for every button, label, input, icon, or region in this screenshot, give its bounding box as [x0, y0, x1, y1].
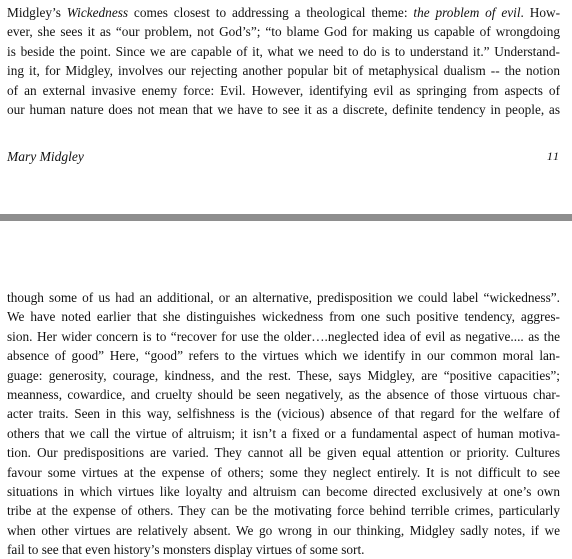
body-line: fail to see that even history’s monsters display virtues of some sort. [7, 542, 365, 558]
body-line: tribe at the expense of others. They can be the motivating force behind terrible crimes, particularly [7, 503, 560, 519]
body-line: others that we call the virtue of altruism; it isn’t a fixed or a fundamental aspect of human motiva- [7, 425, 560, 441]
body-line: of an external invasive enemy force: Evil. However, identifying evil as springing from aspects of [7, 82, 560, 98]
body-line: when other virtues are relatively absent. We go wrong in our thinking, Midgley sadly notes, if we [7, 522, 560, 538]
body-line: situations in which virtues like loyalty and altruism can become directed exclusively at one’s own [7, 483, 560, 499]
body-line: sion. Her wider concern is to “recover for use the older….neglected idea of evil as negative.... as the [7, 328, 560, 344]
body-line: meanness, cowardice, and cruelty should be seen negatively, as the absence of those virtuous char- [7, 386, 560, 402]
lower-page-body [7, 288, 560, 559]
page-footer [7, 149, 560, 169]
upper-page [0, 0, 572, 214]
body-line: favour some virtues at the expense of others; some they neglect entirely. It is not difficult to see [7, 464, 560, 480]
body-line: though some of us had an additional, or an alternative, predisposition we could label “wickedness”. [7, 290, 560, 305]
page-number: 11 [546, 149, 560, 163]
page-divider [0, 214, 572, 221]
body-line: We have noted earlier that she distinguishes wickedness from one such positive tendency, aggres- [7, 309, 560, 325]
body-line: guage: generosity, courage, kindness, and the rest. These, says Midgley, are “positive capacities”; [7, 367, 560, 383]
upper-page-body [7, 3, 560, 119]
body-line: absence of good” Here, “good” refers to the virtues which we identify in our common moral lan- [7, 348, 560, 364]
body-line: is beside the point. Since we are capable of it, what we need to do is to understand it.” Understand- [7, 43, 560, 59]
book-title: Wickedness [66, 5, 129, 20]
body-line: tion. Our predispositions are varied. They cannot all be given equal attention or priority. Cultures [7, 445, 560, 461]
body-line: Midgley’s Wickedness comes closest to addressing a theological theme: the problem of evil. How- [7, 5, 560, 20]
body-line: ever, she sees it as “our problem, not God’s”; “to blame God for making us capable of wrongdoing [7, 24, 560, 40]
footer-author: Mary Midgley [7, 149, 84, 164]
body-line: acter traits. Seen in this way, selfishness is the (vicious) absence of that regard for the welfare of [7, 406, 560, 422]
body-line: our human nature does not mean that we have to see it as a discrete, definite tendency in people, as [7, 101, 560, 117]
lower-page [0, 221, 572, 558]
theme-phrase: the problem of evil [413, 5, 521, 20]
body-line: ing it, for Midgley, involves our rejecting another popular bit of metaphysical dualism -- the notion [7, 63, 560, 79]
